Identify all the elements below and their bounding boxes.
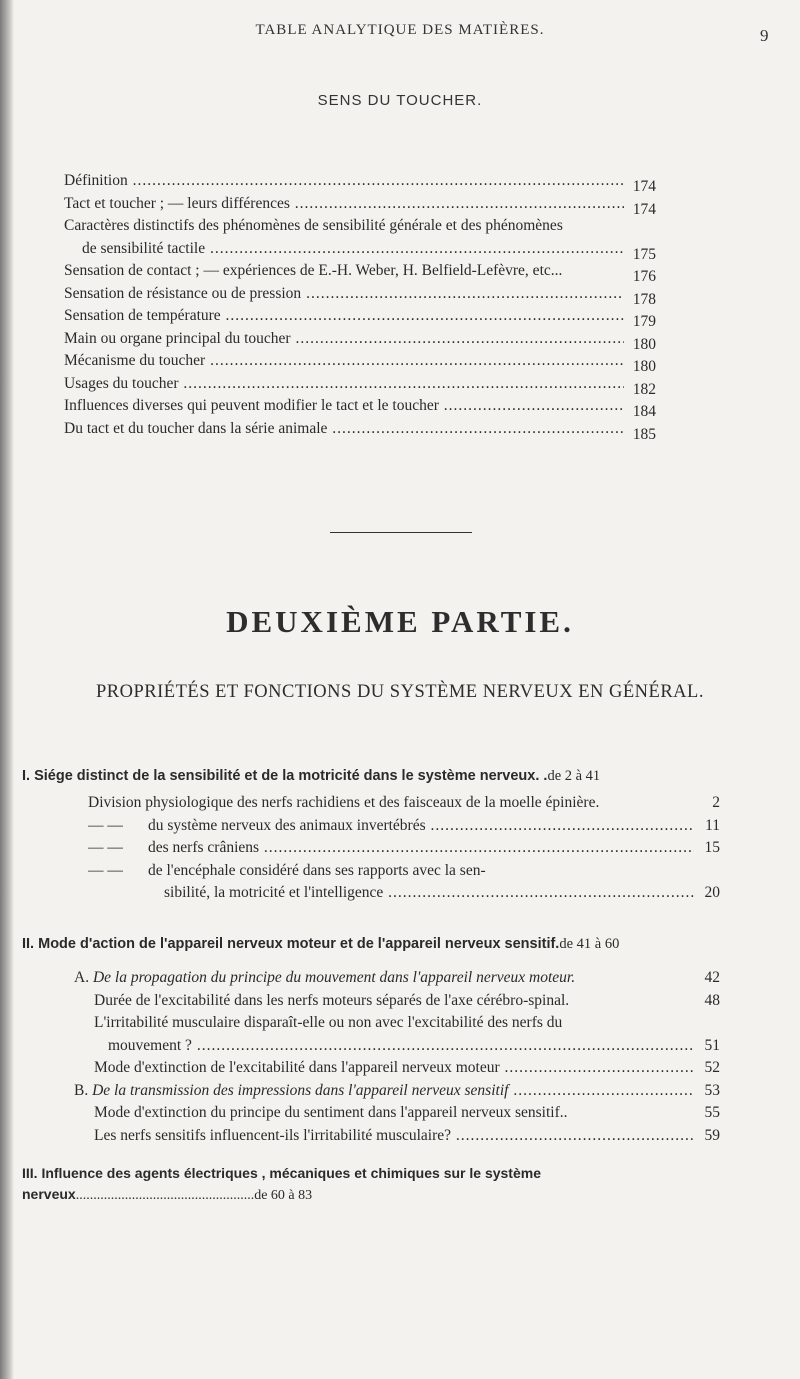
toc-entry: A. De la propagation du principe du mouvement dans l'appareil nerveux moteur. 42 <box>74 969 720 986</box>
toc-entry: L'irritabilité musculaire disparaît-elle ou non avec l'excitabilité des nerfs du <box>94 1014 563 1031</box>
section-divider <box>330 532 472 533</box>
toc-entry: Mode d'extinction du principe du sentiment dans l'appareil nerveux sensitif.. 55 <box>94 1104 720 1121</box>
page-number: 9 <box>760 26 769 45</box>
toc-entry: Sensation de contact ; — expériences de E.-H. Weber, H. Belfield-Lefèvre, etc... 176 <box>64 262 656 285</box>
toc-entry: — — des nerfs crâniens ..... 15 <box>88 837 720 860</box>
toc-entry: Les nerfs sensitifs influencent-ils l'irritabilité musculaire? ..... 59 <box>74 1125 720 1148</box>
part-subtitle: PROPRIÉTÉS ET FONCTIONS DU SYSTÈME NERVEUX EN GÉNÉRAL. <box>96 682 704 702</box>
part-title: DEUXIÈME PARTIE. <box>226 604 574 639</box>
toc-entry: — — de l'encéphale considéré dans ses rapports avec la sen- <box>88 861 486 879</box>
toc-entry: Sensation de température ..... 179 <box>64 305 656 328</box>
toc-entry: Du tact et du toucher dans la série animale ..... 185 <box>64 418 656 441</box>
toc-entry: Influences diverses qui peuvent modifier le tact et le toucher ..... 184 <box>64 395 656 418</box>
toc-entry: — — du système nerveux des animaux invertébrés ..... 11 <box>88 815 720 838</box>
chapter-heading: II. Mode d'action de l'appareil nerveux moteur et de l'appareil nerveux sensitif.de 41 à 60 <box>22 936 620 952</box>
toc-entry: Sensation de résistance ou de pression ..... 178 <box>64 283 656 306</box>
chapter-heading: III. Influence des agents électriques , mécaniques et chimiques sur le système <box>22 1165 541 1181</box>
toc-entry: B. De la transmission des impressions dans l'appareil nerveux sensitif ..... 53 <box>74 1080 720 1103</box>
toc-entry: mouvement ? ..... 51 <box>74 1035 720 1058</box>
toc-entry: Durée de l'excitabilité dans les nerfs moteurs séparés de l'axe cérébro-spinal. 48 <box>94 991 720 1009</box>
toc-entry: Main ou organe principal du toucher ..... 180 <box>64 328 656 351</box>
toc-entry: Caractères distinctifs des phénomènes de sensibilité générale et des phénomènes <box>64 217 563 234</box>
chapter-entries <box>74 967 720 1147</box>
toc-entry: Division physiologique des nerfs rachidiens et des faisceaux de la moelle épinière. 2 <box>88 794 720 811</box>
chapter-entries <box>88 792 720 905</box>
section-toc-list <box>64 170 656 443</box>
toc-entry: Usages du toucher ..... 182 <box>64 373 656 396</box>
toc-entry: Mécanisme du toucher ..... 180 <box>64 350 656 373</box>
section-title: SENS DU TOUCHER. <box>317 92 483 109</box>
toc-entry: Mode d'extinction de l'excitabilité dans l'appareil nerveux moteur ..... 52 <box>74 1057 720 1080</box>
chapter-heading: I. Siége distinct de la sensibilité et de la motricité dans le système nerveux. .de 2 à 41 <box>22 768 601 784</box>
chapter-heading-continued: nerveux...................................................de 60 à 83 <box>22 1186 313 1203</box>
toc-entry: sibilité, la motricité et l'intelligence ..... 20 <box>88 882 720 905</box>
running-head: TABLE ANALYTIQUE DES MATIÈRES. <box>255 22 545 38</box>
toc-entry: Définition ..... 174 <box>64 170 656 193</box>
toc-entry: Tact et toucher ; — leurs différences ..... 174 <box>64 193 656 216</box>
toc-entry: de sensibilité tactile ..... 175 <box>64 238 656 261</box>
